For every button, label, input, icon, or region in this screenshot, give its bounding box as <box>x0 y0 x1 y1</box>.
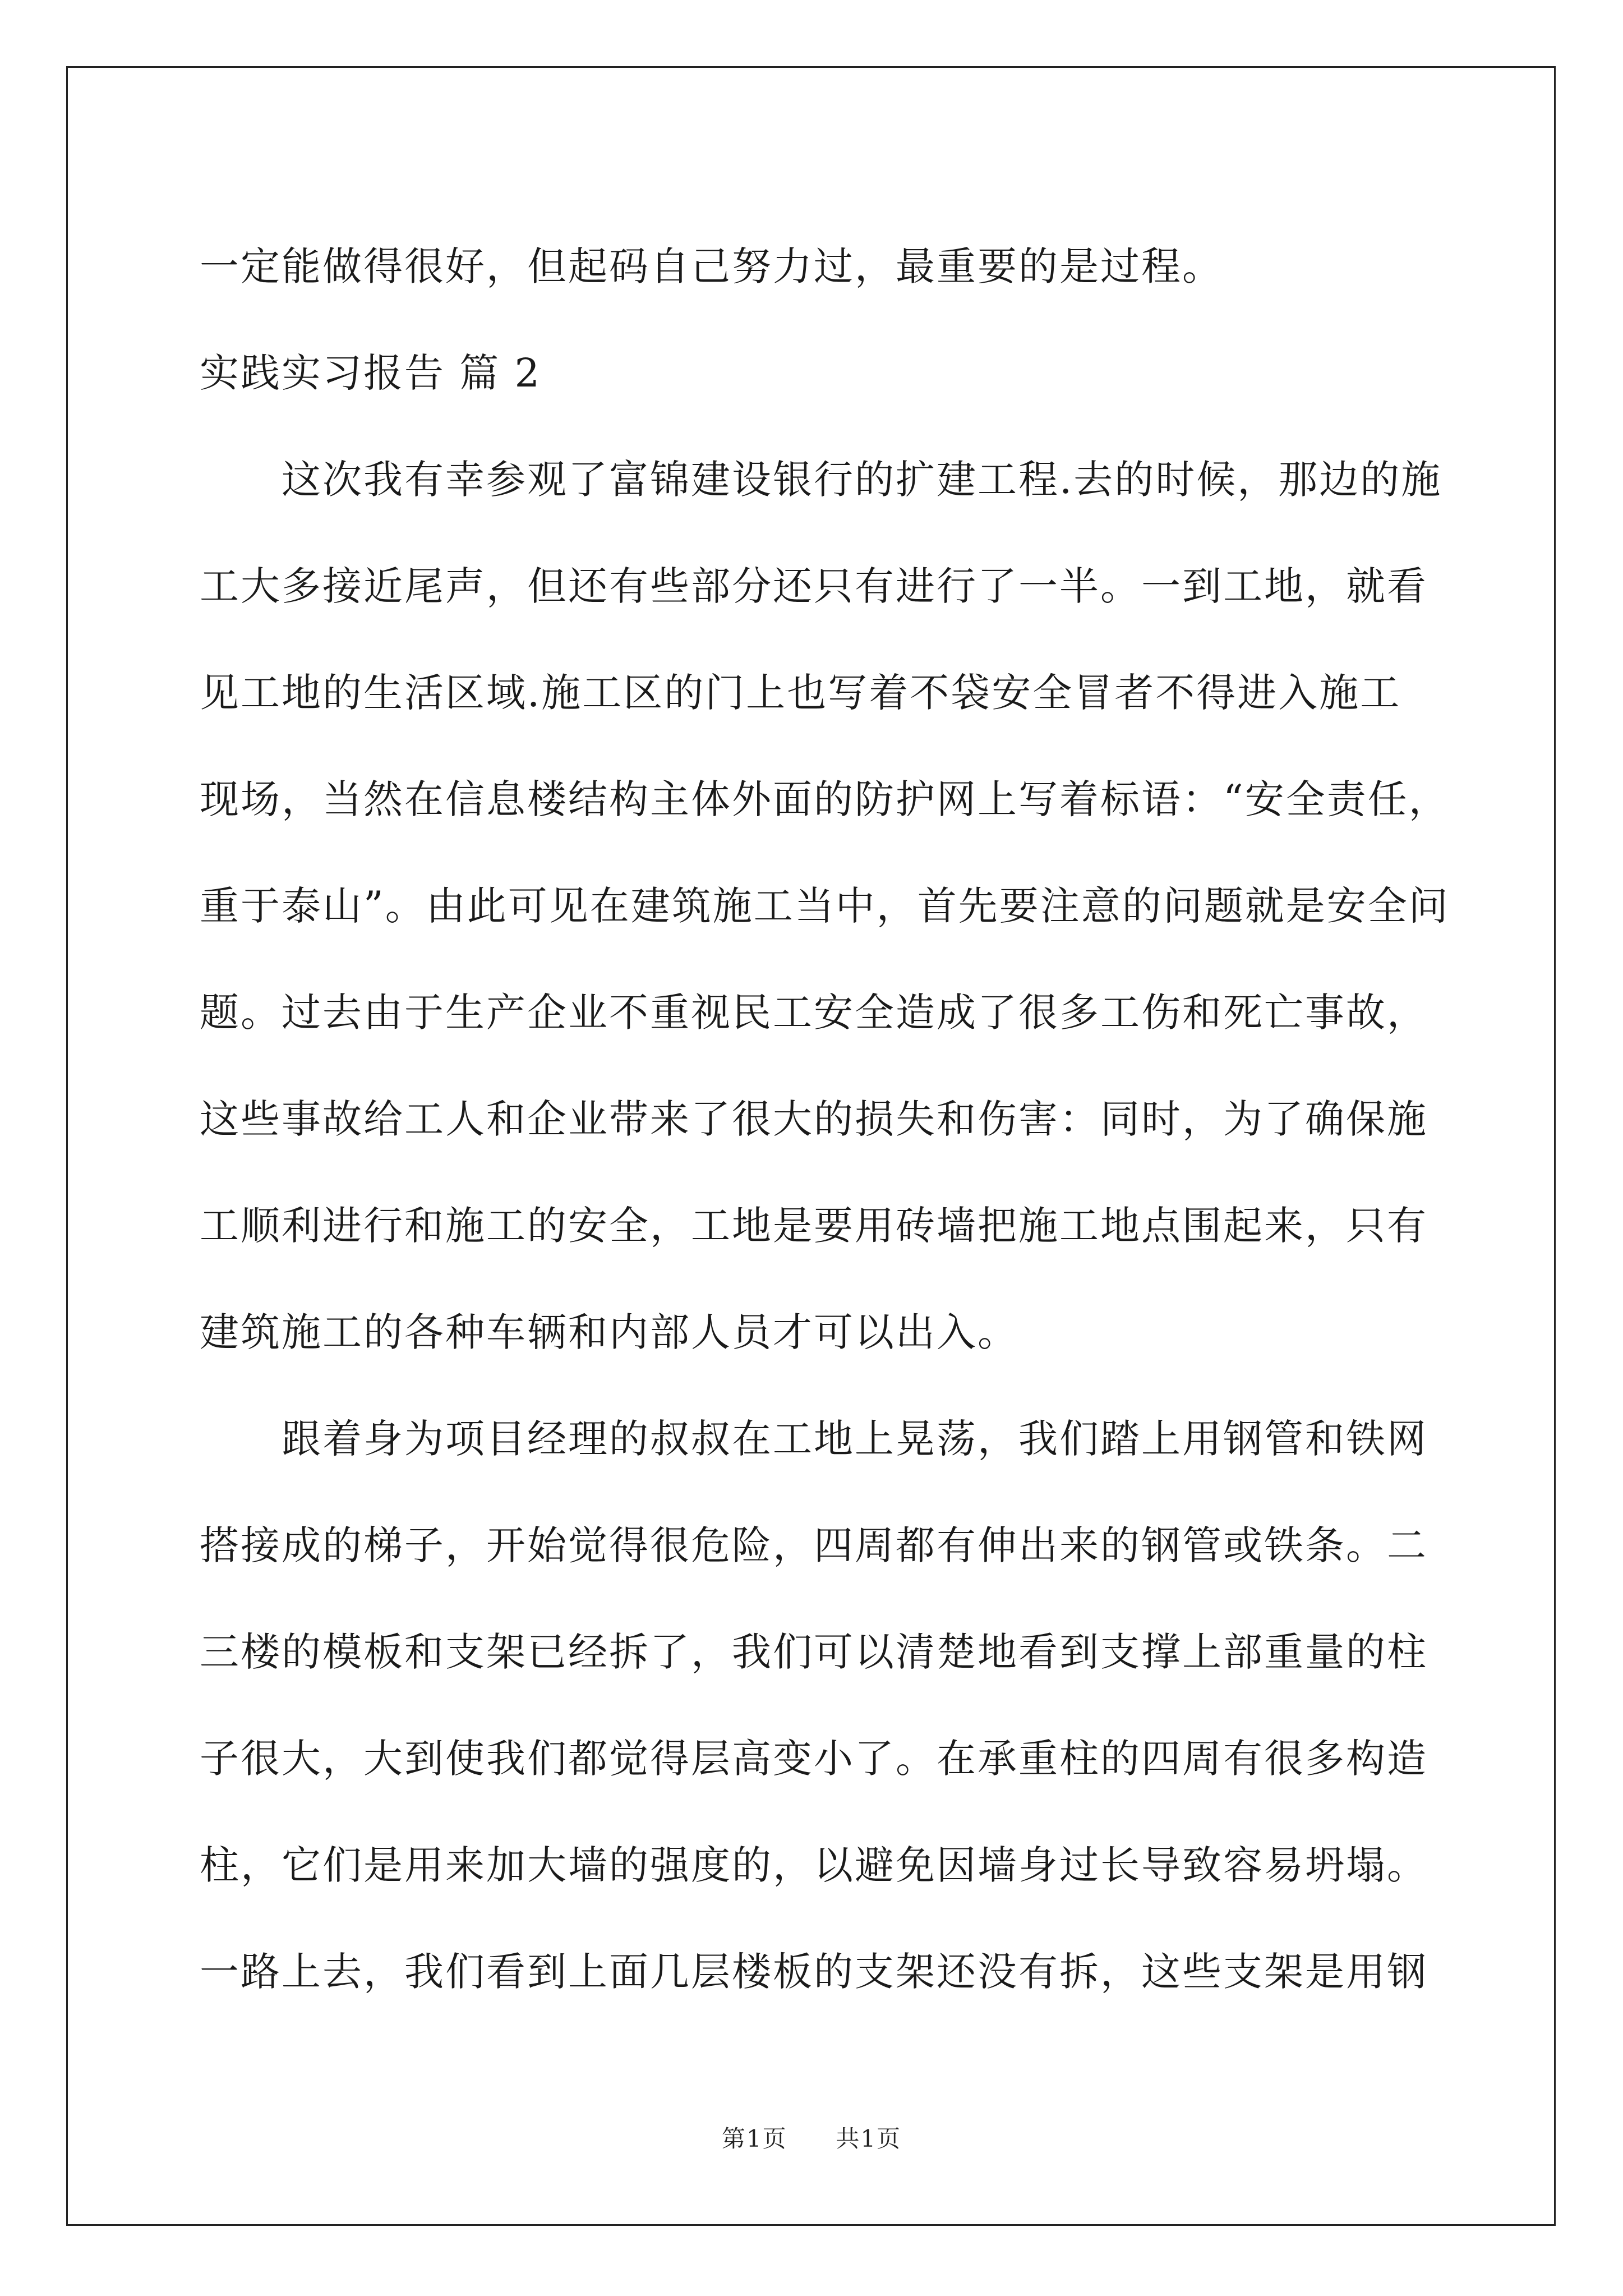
text-line: 见工地的生活区域.施工区的门上也写着不袋安全冒者不得进入施工 <box>200 670 1401 716</box>
document-body <box>200 213 1450 2025</box>
text-line: 跟着身为项目经理的叔叔在工地上晃荡，我们踏上用钢管和铁网 <box>200 1416 1428 1462</box>
text-line: 一定能做得很好，但起码自己努力过，最重要的是过程。 <box>200 243 1223 289</box>
text-line: 这些事故给工人和企业带来了很大的损失和伤害：同时，为了确保施 <box>200 1096 1428 1142</box>
text-line: 现场，当然在信息楼结构主体外面的防护网上写着标语：“安全责任， <box>200 776 1450 822</box>
page-footer <box>0 2120 1623 2154</box>
page-number: 第1页 <box>721 2125 787 2152</box>
text-line: 工顺利进行和施工的安全，工地是要用砖墙把施工地点围起来，只有 <box>200 1203 1428 1249</box>
text-line: 工大多接近尾声，但还有些部分还只有进行了一半。一到工地，就看 <box>200 563 1428 609</box>
text-line: 题。过去由于生产企业不重视民工安全造成了很多工伤和死亡事故， <box>200 990 1428 1036</box>
text-line: 三楼的模板和支架已经拆了，我们可以清楚地看到支撑上部重量的柱 <box>200 1629 1428 1675</box>
section-heading: 实践实习报告 篇 2 <box>200 350 542 396</box>
text-line: 重于泰山”。由此可见在建筑施工当中，首先要注意的问题就是安全问 <box>200 883 1450 929</box>
text-line: 建筑施工的各种车辆和内部人员才可以出入。 <box>200 1309 1018 1355</box>
text-line: 这次我有幸参观了富锦建设银行的扩建工程.去的时候，那边的施 <box>200 457 1442 503</box>
text-line: 柱，它们是用来加大墙的强度的，以避免因墙身过长导致容易坍塌。 <box>200 1842 1428 1888</box>
text-line: 子很大，大到使我们都觉得层高变小了。在承重柱的四周有很多构造 <box>200 1736 1428 1782</box>
text-line: 搭接成的梯子，开始觉得很危险，四周都有伸出来的钢管或铁条。二 <box>200 1522 1428 1568</box>
page-total: 共1页 <box>836 2125 902 2152</box>
text-line: 一路上去，我们看到上面几层楼板的支架还没有拆，这些支架是用钢 <box>200 1949 1428 1995</box>
